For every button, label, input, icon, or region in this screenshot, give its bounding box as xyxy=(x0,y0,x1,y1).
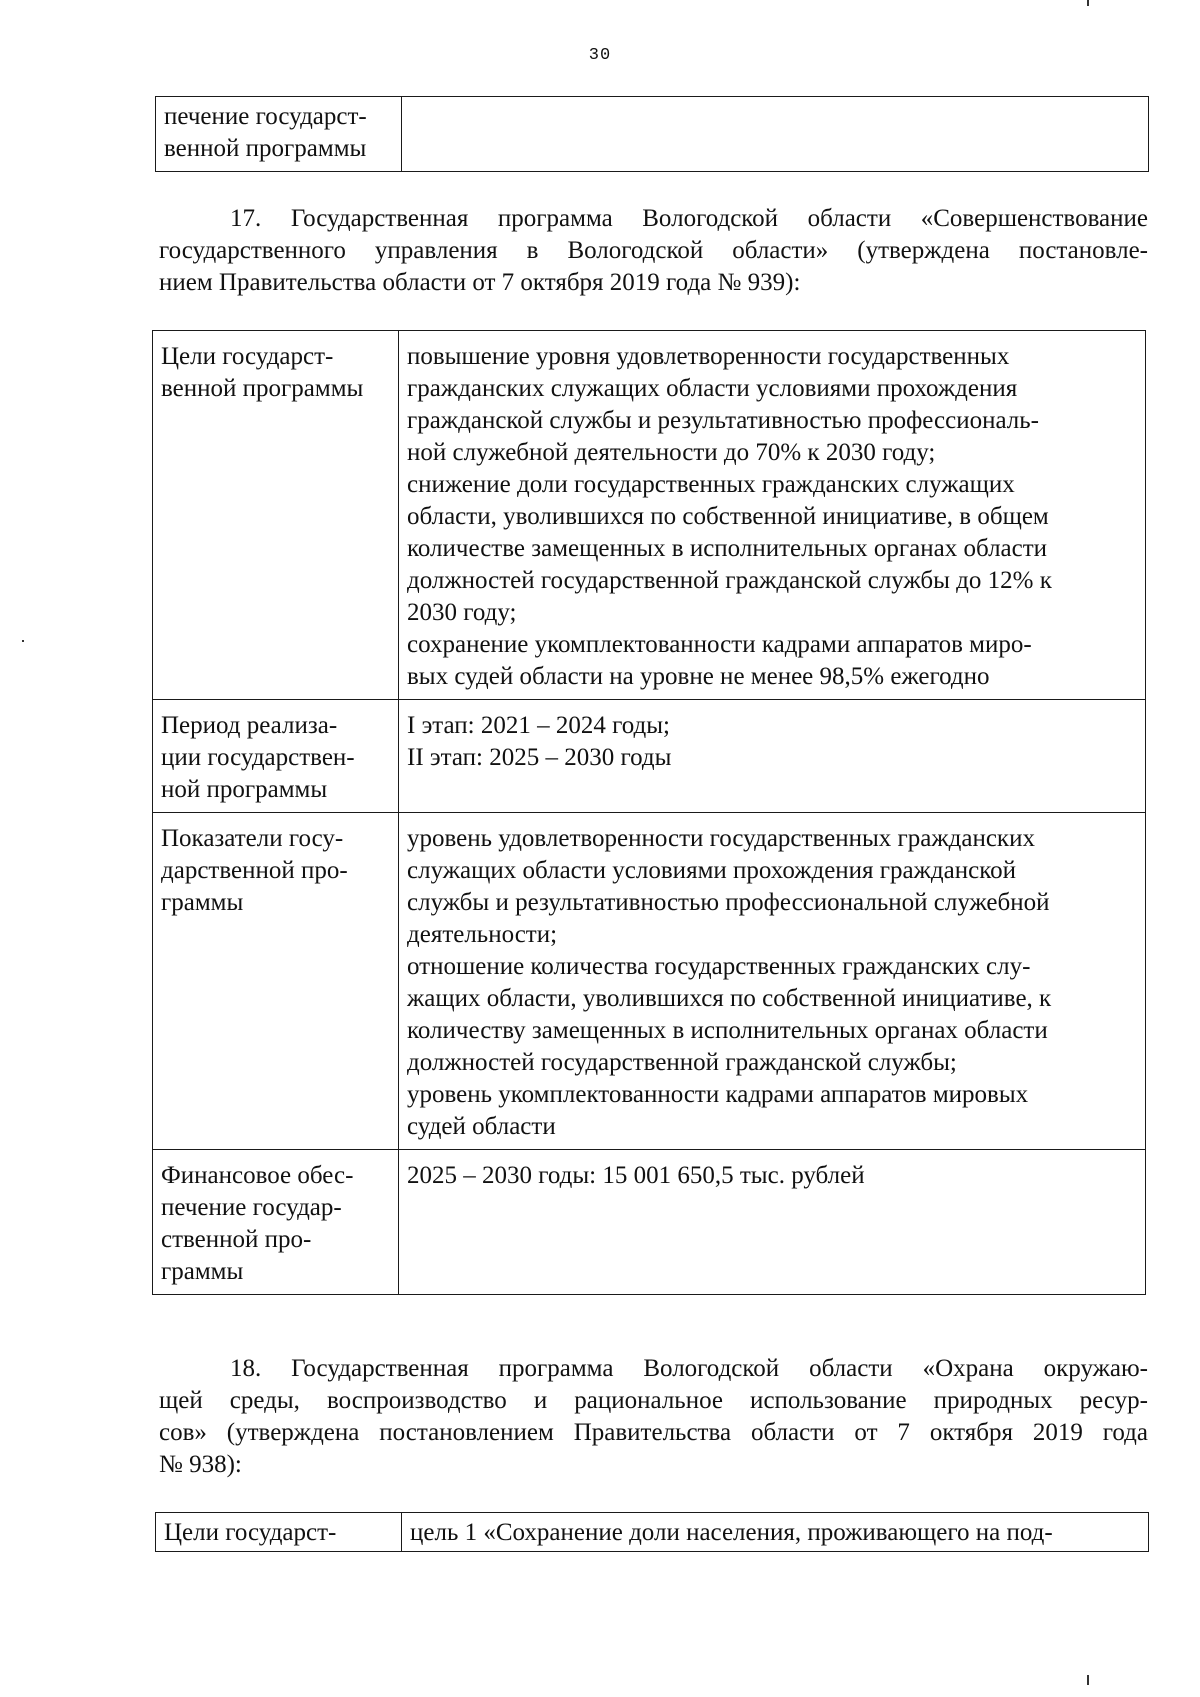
cell-line: деятельности; xyxy=(407,921,558,948)
table-row xyxy=(156,1513,1149,1552)
cell-line: печение государст- xyxy=(164,103,367,130)
cell-line: 2025 – 2030 годы: 15 001 650,5 тыс. рублей xyxy=(407,1162,865,1189)
cell-line: гражданских служащих области условиями прохождения xyxy=(407,375,1018,402)
cell-line: Финансовое обес- xyxy=(161,1162,354,1189)
cell-line: дарственной про- xyxy=(161,857,348,884)
label-cell xyxy=(153,813,399,1150)
cell-line: количеству замещенных в исполнительных органах области xyxy=(407,1017,1048,1044)
cell-line: должностей государственной гражданской службы; xyxy=(407,1049,957,1076)
cell-line: 2030 году; xyxy=(407,599,517,626)
table-row xyxy=(156,97,1149,172)
cell-line: печение государ- xyxy=(161,1194,342,1221)
paragraph-line: нием Правительства области от 7 октября 2019 года № 939): xyxy=(159,269,801,296)
label-cell xyxy=(153,331,399,700)
cell-line: ственной про- xyxy=(161,1226,312,1253)
cell-line: служащих области условиями прохождения гражданской xyxy=(407,857,1016,884)
cell-line: повышение уровня удовлетворенности государственных xyxy=(407,343,1010,370)
cell-line: сохранение укомплектованности кадрами аппаратов миро- xyxy=(407,631,1032,658)
cell-line: венной программы xyxy=(164,135,367,162)
cell-line: области, уволившихся по собственной инициативе, в общем xyxy=(407,503,1049,530)
paragraph-line: щей среды, воспроизводство и рациональное использование природных ресур- xyxy=(159,1387,1148,1414)
cell-line: граммы xyxy=(161,1258,244,1285)
value-cell xyxy=(399,813,1146,1150)
table-row xyxy=(153,331,1146,700)
cell-line: вых судей области на уровне не менее 98,5% ежегодно xyxy=(407,663,990,690)
paragraph-line: № 938): xyxy=(159,1451,242,1478)
cell-line: ной служебной деятельности до 70% к 2030 году; xyxy=(407,439,936,466)
value-cell xyxy=(399,331,1146,700)
cell-line: отношение количества государственных гражданских слу- xyxy=(407,953,1031,980)
paragraph-line: 18. Государственная программа Вологодской области «Охрана окружаю- xyxy=(230,1355,1148,1382)
cell-line: граммы xyxy=(161,889,244,916)
cell-line: Период реализа- xyxy=(161,712,338,739)
cell-line: гражданской службы и результативностью профессиональ- xyxy=(407,407,1039,434)
table-row xyxy=(153,1150,1146,1295)
label-cell xyxy=(156,1513,402,1552)
table-row xyxy=(153,700,1146,813)
cell-line: цель 1 «Сохранение доли населения, проживающего на под- xyxy=(410,1519,1053,1546)
value-cell xyxy=(399,700,1146,813)
page-number: 30 xyxy=(588,46,612,65)
value-cell xyxy=(399,1150,1146,1295)
cell-line: службы и результативностью профессиональной служебной xyxy=(407,889,1050,916)
cell-line: уровень удовлетворенности государственных гражданских xyxy=(407,825,1035,852)
cell-line: ции государствен- xyxy=(161,744,355,771)
paragraph-line: сов» (утверждена постановлением Правительства области от 7 октября 2019 года xyxy=(159,1419,1148,1446)
table-program-17 xyxy=(152,330,1146,1295)
paragraph-17 xyxy=(159,203,1148,299)
cell-line: снижение доли государственных гражданских служащих xyxy=(407,471,1015,498)
paragraph-line: государственного управления в Вологодской области» (утверждена постановле- xyxy=(159,237,1148,264)
label-cell xyxy=(153,1150,399,1295)
cell-line: судей области xyxy=(407,1113,556,1140)
value-cell xyxy=(402,1513,1149,1552)
paragraph-line: 17. Государственная программа Вологодской области «Совершенствование xyxy=(230,205,1148,232)
paragraph-18 xyxy=(159,1353,1148,1481)
cell-line: количестве замещенных в исполнительных органах области xyxy=(407,535,1048,562)
cell-line: II этап: 2025 – 2030 годы xyxy=(407,744,672,771)
cell-line: жащих области, уволившихся по собственной инициативе, к xyxy=(407,985,1052,1012)
table-top-continuation xyxy=(155,96,1149,172)
cell-line: венной программы xyxy=(161,375,364,402)
table-program-18 xyxy=(155,1512,1149,1552)
scan-mark xyxy=(1087,0,1089,6)
cell-line: Цели государст- xyxy=(164,1519,337,1546)
table-row xyxy=(153,813,1146,1150)
cell-line: Цели государст- xyxy=(161,343,334,370)
cell-line: Показатели госу- xyxy=(161,825,344,852)
label-cell xyxy=(156,97,402,172)
cell-line: уровень укомплектованности кадрами аппаратов мировых xyxy=(407,1081,1029,1108)
cell-line: I этап: 2021 – 2024 годы; xyxy=(407,712,671,739)
value-cell xyxy=(402,97,1149,172)
scan-mark xyxy=(1087,1675,1089,1685)
cell-line: должностей государственной гражданской службы до 12% к xyxy=(407,567,1052,594)
label-cell xyxy=(153,700,399,813)
cell-line: ной программы xyxy=(161,776,328,803)
scan-mark xyxy=(22,640,24,642)
